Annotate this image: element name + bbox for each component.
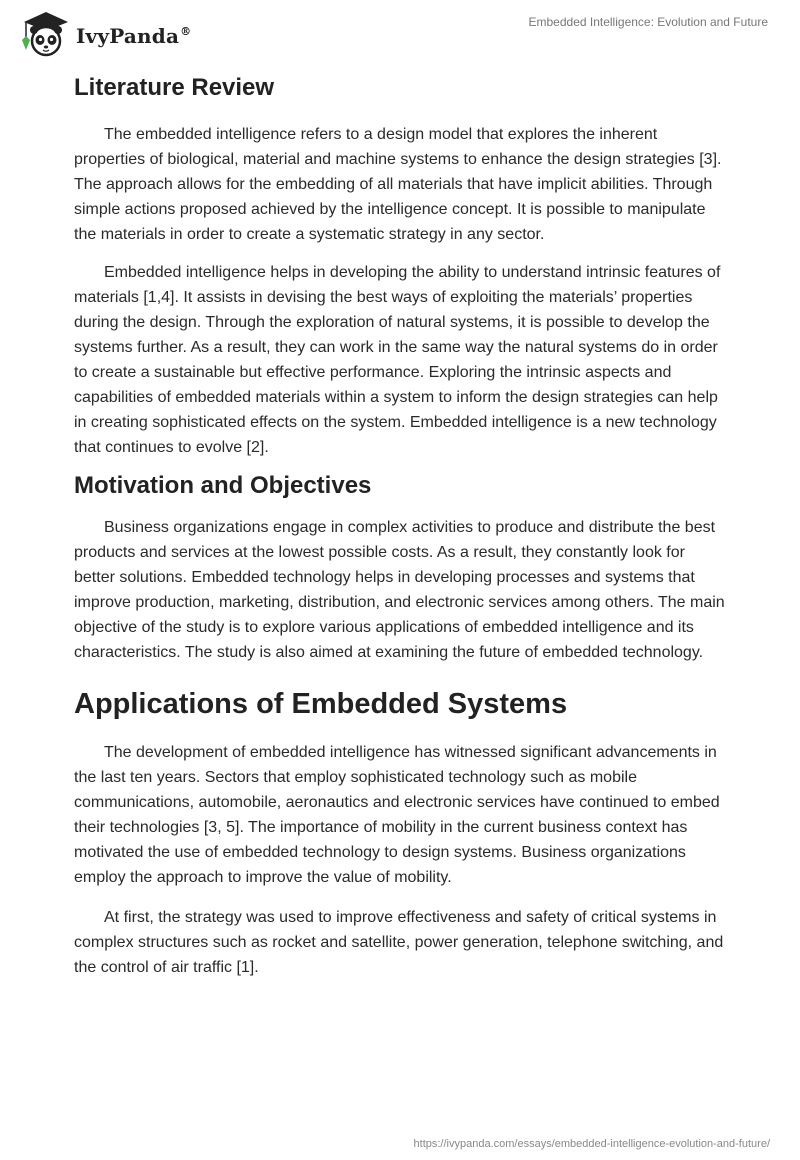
source-url[interactable]: https://ivypanda.com/essays/embedded-intelligence-evolution-and-future/ xyxy=(413,1138,770,1150)
paragraph: The embedded intelligence refers to a design model that explores the inherent properties of biological, material and machine systems to enhance the design strategies [3]. The approach allows for the embedding of all materials that have implicit abilities. Through simple actions proposed achieved by the intelligence concept. It is possible to manipulate the materials in order to create a systematic strategy in any sector. xyxy=(74,126,722,243)
panda-graduate-icon xyxy=(16,8,74,58)
paragraph: Embedded intelligence helps in developing the ability to understand intrinsic features of materials [1,4]. It assists in devising the best ways of exploiting the materials’ properties during the design. Through the exploration of natural systems, it is possible to develop the systems further. As a result, they can work in the same way the natural systems do in order to create a sustainable but effective performance. Exploring the intrinsic aspects and capabilities of embedded materials within a system to inform the design strategies can help in creating sophisticated effects on the system. Embedded intelligence is a new technology that continues to evolve [2]. xyxy=(74,264,721,456)
essay-content xyxy=(74,72,726,980)
heading-motivation-objectives: Motivation and Objectives xyxy=(74,472,372,499)
paragraph: The development of embedded intelligence has witnessed significant advancements in the last ten years. Sectors that employ sophisticated technology such as mobile communications, automobile, aeronautics and electronic services have continued to embed their technologies [3, 5]. The importance of mobility in the current business context has motivated the use of embedded technology to design systems. Business organizations employ the approach to improve the value of mobility. xyxy=(74,744,720,886)
page-header xyxy=(0,0,800,70)
brand-name: IvyPanda® xyxy=(76,24,192,48)
paragraph: Business organizations engage in complex activities to produce and distribute the best products and services at the lowest possible costs. As a result, they constantly look for better solutions. Embedded technology helps in developing processes and systems that improve production, marketing, distribution, and electronic services among others. The main objective of the study is to explore various applications of embedded intelligence and its characteristics. The study is also aimed at examining the future of embedded technology. xyxy=(74,519,725,661)
paragraph: At first, the strategy was used to improve effectiveness and safety of critical systems in complex structures such as rocket and satellite, power generation, telephone switching, and the control of air traffic [1]. xyxy=(74,909,724,976)
heading-literature-review: Literature Review xyxy=(74,74,275,101)
document-title: Embedded Intelligence: Evolution and Future xyxy=(528,15,768,29)
brand-logo[interactable] xyxy=(16,8,191,58)
heading-applications: Applications of Embedded Systems xyxy=(74,688,568,720)
